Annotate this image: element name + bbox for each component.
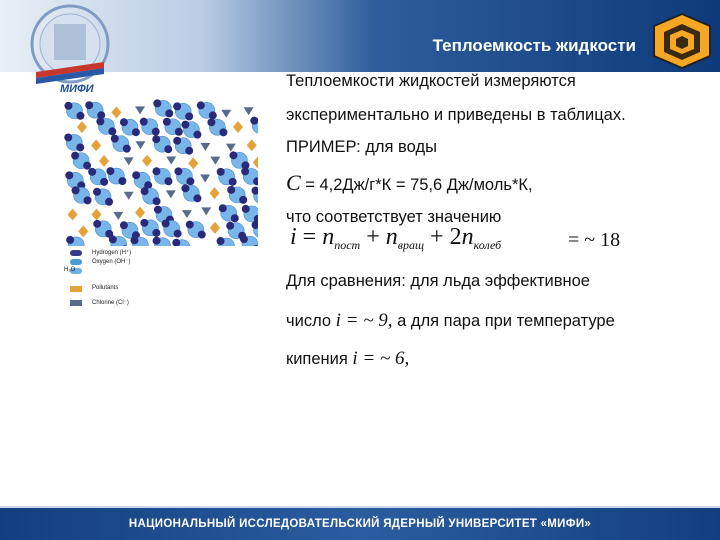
chlorine-particle [210,157,220,165]
chlorine-particle [124,157,134,165]
pollutant-particle [111,106,121,118]
steam-text-a: кипения [286,350,353,368]
hydrogen-atom [64,102,72,110]
hydrogen-atom [93,188,101,196]
hydrogen-atom [140,118,148,126]
hydrogen-atom [93,220,101,228]
heat-capacity-line [286,170,533,196]
hydrogen-atom [132,171,140,179]
hydrogen-atom [72,186,80,194]
hydrogen-atom [71,152,79,160]
pollutant-particle [210,187,220,199]
chlorine-particle [200,143,210,151]
hydrogen-atom [252,221,258,229]
hydrogen-atom [152,128,160,136]
footer-text: НАЦИОНАЛЬНЫЙ ИССЛЕДОВАТЕЛЬСКИЙ ЯДЕРНЫЙ УНИВЕРСИТЕТ «МИФИ» [128,518,592,530]
steam-comparison-line [286,348,409,370]
chlorine-particle [221,110,231,118]
chlorine-particle [113,212,123,220]
hydrogen-atom [164,145,172,153]
degrees-of-freedom-formula [290,224,501,251]
hydrogen-atom [219,204,227,212]
hydrogen-atom [76,143,84,151]
hydrogen-atom [85,101,93,109]
chlorine-particle [226,144,236,152]
formula-n-vibrational: n [461,224,474,250]
pollutant-particle [91,209,101,221]
pollutant-particle [78,225,88,237]
formula-result: = ~ 18 [568,229,621,251]
hydrogen-atom [123,145,131,153]
hydrogen-atom [106,167,114,175]
chlorine-particle [201,207,211,215]
pollutant-particle [68,208,78,220]
hydrogen-atom [153,99,161,107]
oxygen-legend-icon [70,259,82,265]
hydrogen-atom [120,118,128,126]
chlorine-particle [182,210,192,218]
hydrogen-atom [181,121,189,129]
hydrogen-atom [197,101,205,109]
hydrogen-atom [165,109,173,117]
hydrogen-atom [111,135,119,143]
ice-text-b: а для пара при температуре [392,312,615,330]
hydrogen-atom [226,222,234,230]
hydrogen-atom [193,194,201,202]
hydrogen-atom [250,117,258,125]
formula-plus-2: + 2 [424,224,462,250]
text-line-1: Теплоемкости жидкостей измеряются [286,72,576,90]
hydrogen-atom [152,167,160,175]
ice-comparison-line [286,310,615,332]
hydrogen-atom [152,135,160,143]
hydrogen-atom [186,177,194,185]
pollutant-legend-icon [70,286,82,292]
hydrogen-atom [242,205,250,213]
mephi-logo [14,2,124,94]
formula-sub-rotational: вращ [397,238,425,252]
heat-capacity-value: = 4,2Дж/г*К = 75,6 Дж/моль*К, [300,176,533,194]
hydrogen-atom [219,128,227,136]
hydrogen-atom [207,118,215,126]
legend-oxygen: Oxygen (OH⁻) [92,259,131,265]
text-line-5: что соответствует значению [286,208,502,226]
figure-legend [62,246,258,312]
hydrogen-atom [163,118,171,126]
chlorine-particle [135,141,145,149]
hydrogen-atom [120,221,128,229]
hydrogen-atom [83,162,91,170]
chlorine-legend-icon [70,300,82,306]
formula-i: i [290,224,297,250]
hydrogen-atom [153,237,161,245]
pollutant-particle [77,121,87,133]
hydrogen-atom [174,230,182,238]
formula-n-translational: n [322,224,335,250]
hydrogen-atom [162,220,170,228]
pollutant-particle [91,139,101,151]
hydrogen-atom [217,237,225,245]
hydrogen-atom [118,177,126,185]
hydrogen-atom [229,151,237,159]
pollutant-particle [247,139,257,151]
hydrogen-atom [100,178,108,186]
cube-logo-icon [650,10,714,72]
heat-capacity-symbol: C [286,170,301,195]
hydrogen-atom [65,171,73,179]
hydrogen-atom [154,206,162,214]
hydrogen-atom [185,147,193,155]
hydrogen-atom [140,219,148,227]
pollutant-particle [188,157,198,169]
hydrogen-atom [132,128,140,136]
hydrogen-atom [240,235,248,243]
ice-math: i = ~ 9, [335,310,393,331]
legend-chlorine: Chlorine (Cl⁻) [92,300,129,306]
hydrogen-atom [252,187,258,195]
hydrogen-atom [193,131,201,139]
hydrogen-atom [130,236,138,244]
chlorine-particle [135,106,145,114]
legend-pollutants: Pollutants [92,285,119,291]
hydrogen-atom [152,229,160,237]
hydrogen-atom [153,197,161,205]
chlorine-particle [244,107,254,115]
hydrogen-atom [88,168,96,176]
slide-title: Теплоемкость жидкости [432,36,636,55]
hydrogen-atom [217,168,225,176]
hydrogen-atom [173,137,181,145]
hydrogen-atom [108,127,116,135]
hydrogen-atom [109,235,117,243]
formula-plus-1: + [360,224,386,250]
hydrogen-atom [175,128,183,136]
hydrogen-atom [198,231,206,239]
text-line-6: Для сравнения: для льда эффективное [286,272,590,290]
text-line-3: ПРИМЕР: для воды [286,138,437,156]
hydrogen-atom [66,236,74,244]
pollutant-particle [135,206,145,218]
pollutant-particle [142,155,152,167]
legend-water: H₂O [64,267,76,273]
hydrogen-atom [173,102,181,110]
hydrogen-atom [84,196,92,204]
formula-n-rotational: n [385,224,398,250]
text-line-2: экспериментально и приведены в таблицах. [286,106,626,124]
footer-bar [0,508,720,540]
logo-text: МИФИ [60,83,94,94]
hydrogen-atom [185,112,193,120]
hydrogen-atom [239,196,247,204]
hydrogen-atom [186,221,194,229]
hydrogen-atom [231,214,239,222]
pollutant-particle [210,222,220,234]
hydrogen-atom [164,177,172,185]
hydrogen-atom [209,111,217,119]
hydrogen-atom [64,133,72,141]
pollutant-particle [233,121,243,133]
formula-sub-translational: пост [334,238,361,252]
hydrogen-atom [227,186,235,194]
pollutant-particle [253,157,258,169]
ice-text-a: число [286,312,336,330]
hydrogen-atom [105,198,113,206]
hydrogen-atom [174,167,182,175]
chlorine-particle [124,192,134,200]
hydrogen-atom [241,167,249,175]
hydrogen-atom [181,184,189,192]
formula-sub-vibrational: колеб [473,238,502,252]
chlorine-particle [200,174,210,182]
steam-math: i = ~ 6, [352,348,410,369]
hydrogen-atom [229,178,237,186]
hydrogen-legend-icon [70,250,82,256]
chlorine-particle [166,156,176,164]
legend-hydrogen: Hydrogen (H⁺) [92,250,132,256]
formula-equals: = [296,224,323,250]
pollutant-particle [99,155,109,167]
hydrogen-atom [76,112,84,120]
hydrogen-atom [141,187,149,195]
hydrogen-atom [96,117,104,125]
chlorine-particle [166,190,176,198]
